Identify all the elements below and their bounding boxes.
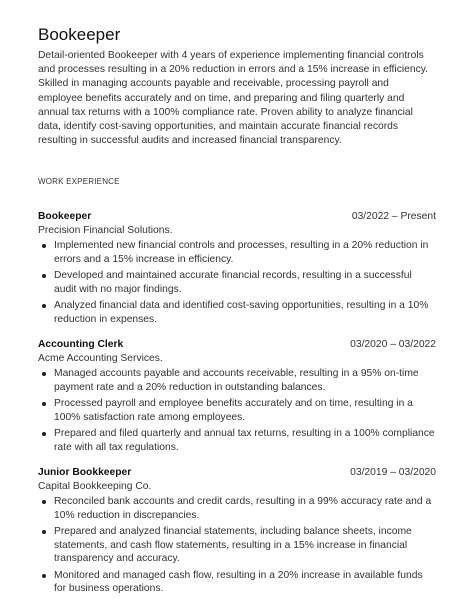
resume-page bbox=[38, 24, 436, 599]
bullet-text: Reconciled bank accounts and credit cards, resulting in a 99% accuracy rate and a 10% reduction in discrepancies. bbox=[54, 496, 432, 521]
job-bullet bbox=[38, 525, 436, 566]
bullet-dot-icon bbox=[42, 274, 46, 278]
resume-name: Bookeeper bbox=[38, 25, 121, 44]
bullet-dot-icon bbox=[42, 500, 46, 504]
job-entry bbox=[38, 466, 436, 596]
bullet-dot-icon bbox=[42, 372, 46, 376]
bullet-text: Prepared and filed quarterly and annual tax returns, resulting in a 100% compliance rate with all tax regulations. bbox=[54, 428, 435, 453]
job-bullet bbox=[38, 397, 436, 424]
bullet-text: Managed accounts payable and accounts receivable, resulting in a 95% on-time payment rate and a 20% reduction in outstanding balances. bbox=[54, 368, 419, 393]
bullet-dot-icon bbox=[42, 432, 46, 436]
job-dates: 03/2020 – 03/2022 bbox=[350, 339, 436, 351]
job-title: Accounting Clerk bbox=[38, 339, 124, 351]
job-header bbox=[38, 338, 436, 352]
bullet-text: Analyzed financial data and identified cost-saving opportunities, resulting in a 10% reduction in expenses. bbox=[54, 300, 429, 325]
bullet-text: Prepared and analyzed financial statements, including balance sheets, income statements, and cash flow statements, resulting in a 15% increase in financial transparency and accuracy. bbox=[54, 526, 412, 565]
bullet-text: Implemented new financial controls and processes, resulting in a 20% reduction in errors and a 15% increase in efficiency. bbox=[54, 240, 429, 265]
job-bullet bbox=[38, 299, 436, 326]
job-bullet bbox=[38, 367, 436, 394]
job-entry bbox=[38, 210, 436, 326]
section-title-work-experience: WORK EXPERIENCE bbox=[38, 177, 120, 187]
bullet-dot-icon bbox=[42, 530, 46, 534]
job-bullet bbox=[38, 427, 436, 454]
bullet-dot-icon bbox=[42, 244, 46, 248]
summary-paragraph: Detail-oriented Bookeeper with 4 years of experience implementing financial controls and processes resulting in a 20% reduction in errors and a 15% increase in efficiency. Skilled in managing accounts payable and receivable, processing payroll and employee benefits accurately and on time, and preparing and filing quarterly and annual tax returns with a 100% compliance rate. Proven ability to analyze financial data, identify cost-saving opportunities, and maintain accurate financial records resulting in successful audits and increased financial transparency. bbox=[38, 50, 428, 147]
company-name: Precision Financial Solutions. bbox=[38, 225, 173, 237]
bullet-text: Monitored and managed cash flow, resulting in a 20% increase in available funds for business operations. bbox=[54, 569, 423, 595]
company-name: Acme Accounting Services. bbox=[38, 353, 163, 365]
job-header bbox=[38, 466, 436, 480]
job-bullet-list bbox=[38, 239, 436, 326]
job-header bbox=[38, 210, 436, 224]
job-bullet-list bbox=[38, 495, 436, 596]
job-bullet bbox=[38, 269, 436, 296]
job-bullet bbox=[38, 569, 436, 596]
job-title: Bookeeper bbox=[38, 211, 92, 223]
bullet-dot-icon bbox=[42, 402, 46, 406]
company-name: Capital Bookkeeping Co. bbox=[38, 481, 152, 493]
bullet-dot-icon bbox=[42, 304, 46, 308]
job-entry bbox=[38, 338, 436, 454]
job-bullet-list bbox=[38, 367, 436, 454]
job-title: Junior Bookkeeper bbox=[38, 467, 132, 479]
job-bullet bbox=[38, 239, 436, 266]
job-dates: 03/2022 – Present bbox=[351, 211, 436, 223]
bullet-text: Developed and maintained accurate financial records, resulting in a successful audit with no major findings. bbox=[54, 270, 412, 295]
bullet-dot-icon bbox=[42, 574, 46, 578]
job-bullet bbox=[38, 495, 436, 522]
bullet-text: Processed payroll and employee benefits accurately and on time, resulting in a 100% satisfaction rate among employees. bbox=[54, 398, 413, 423]
job-dates: 03/2019 – 03/2020 bbox=[350, 467, 436, 479]
